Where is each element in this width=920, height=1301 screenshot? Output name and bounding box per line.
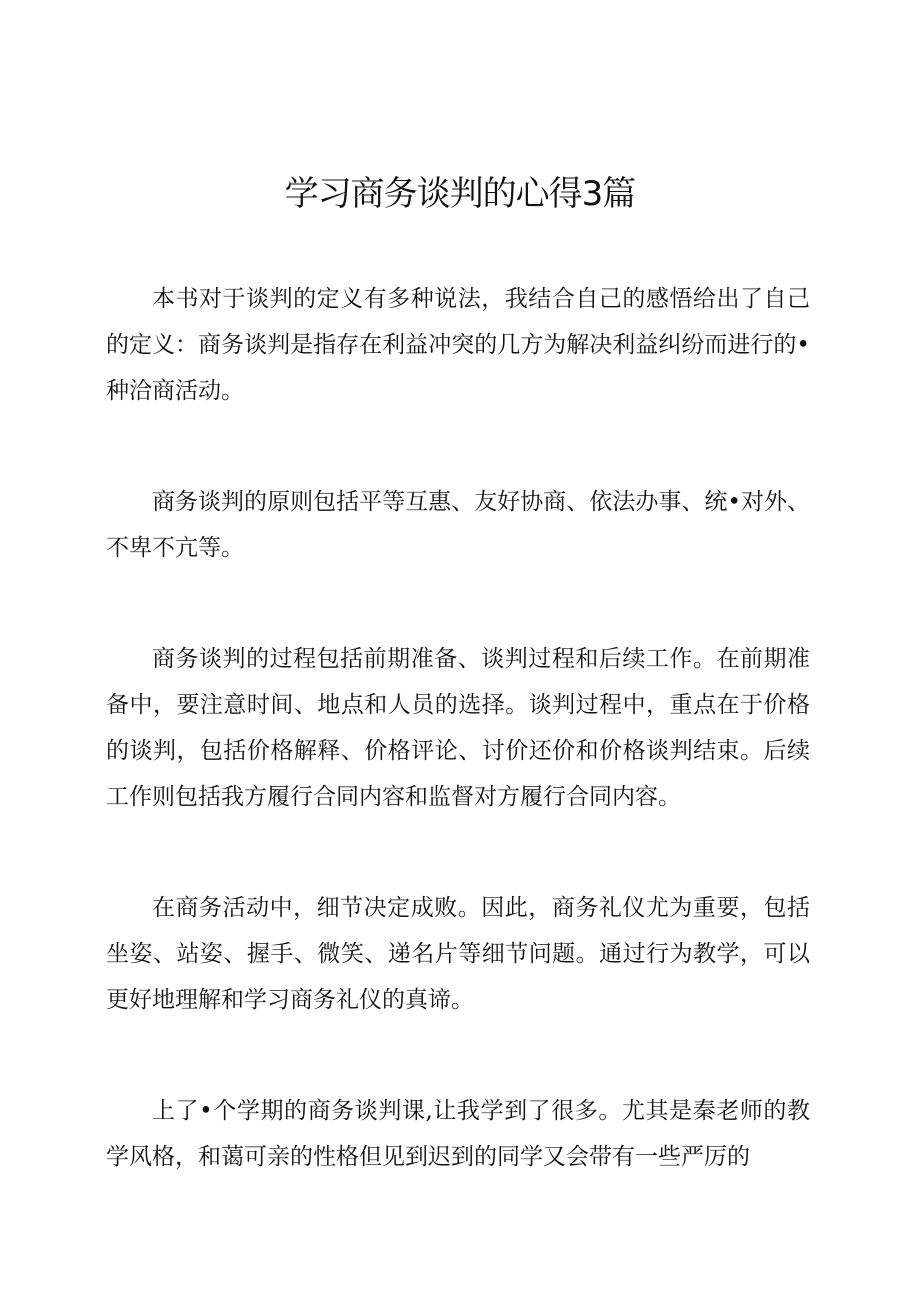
paragraph-business-etiquette: 在商务活动中，细节决定成败。因此，商务礼仪尤为重要，包括坐姿、站姿、握手、微笑、递名片等细节问题。通过行为教学，可以更好地理解和学习商务礼仪的真谛。 [106,895,810,1013]
paragraph-course-reflection: 上了•个学期的商务谈判课,让我学到了很多。尤其是秦老师的教学风格，和蔼可亲的性格但见到迟到的同学又会带有一些严厉的 [106,1098,810,1170]
paragraph-negotiation-principles: 商务谈判的原则包括平等互惠、友好协商、依法办事、统•对外、不卑不亢等。 [106,489,810,561]
paragraph-negotiation-process: 商务谈判的过程包括前期准备、谈判过程和后续工作。在前期准备中，要注意时间、地点和人员的选择。谈判过程中，重点在于价格的谈判，包括价格解释、价格评论、讨价还价和价格谈判结束。后续工作则包括我方履行合同内容和监督对方履行合同内容。 [106,646,810,810]
document-title: 学习商务谈判的心得3篇 [284,174,636,214]
paragraph-negotiation-definition: 本书对于谈判的定义有多种说法，我结合自己的感悟给出了自己的定义：商务谈判是指存在利益冲突的几方为解决利益纠纷而进行的•种洽商活动。 [106,286,810,404]
document-body [106,276,810,1245]
